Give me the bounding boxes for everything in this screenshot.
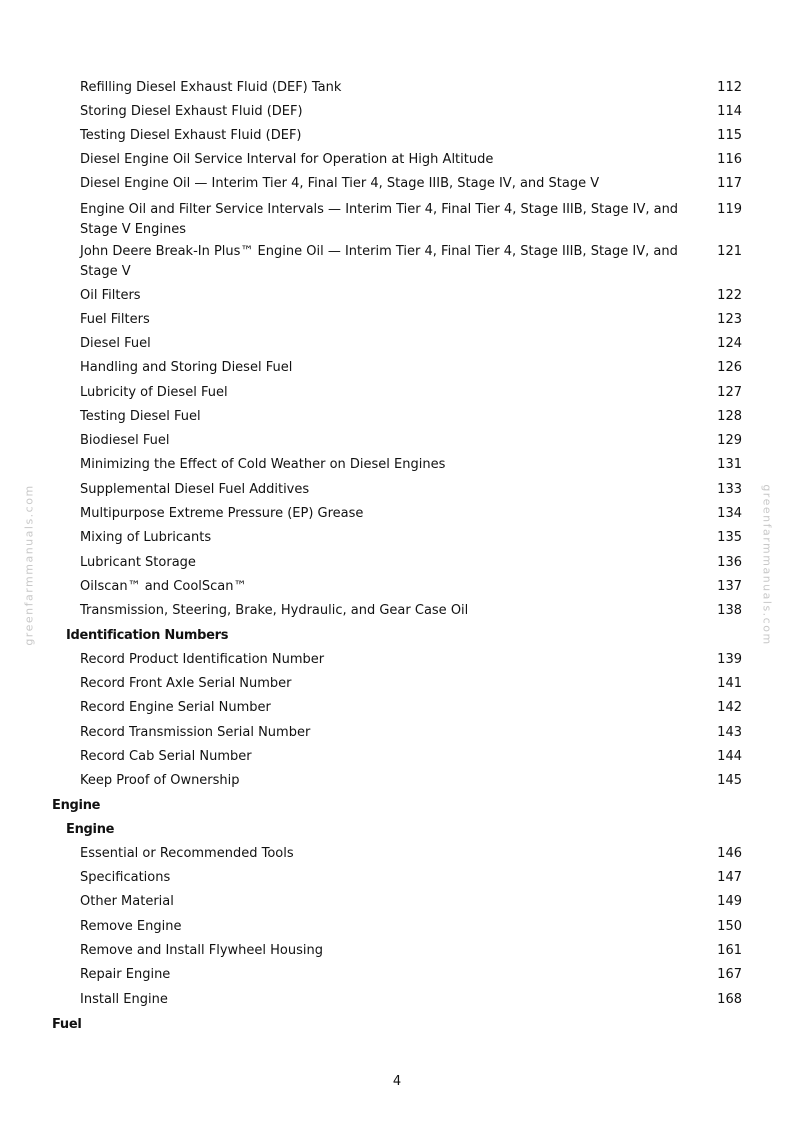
toc-entry-page: 122 xyxy=(717,288,742,303)
toc-entry-title: Identification Numbers xyxy=(66,628,229,643)
toc-entry-title: Biodiesel Fuel xyxy=(80,433,170,448)
toc-entry-page: 145 xyxy=(717,773,742,788)
toc-entry-page: 167 xyxy=(717,967,742,982)
toc-entry-title: Engine Oil and Filter Service Intervals — Interim Tier 4, Final Tier 4, Stage IIIB, Stage IV, and Stage V Engines xyxy=(80,202,679,237)
toc-entry-title: Testing Diesel Exhaust Fluid (DEF) xyxy=(80,128,302,143)
toc-entry-title: Record Product Identification Number xyxy=(80,652,325,667)
page-number: 4 xyxy=(392,1074,402,1089)
toc-entry-title: Diesel Engine Oil Service Interval for Operation at High Altitude xyxy=(80,152,494,167)
toc-entry-page: 112 xyxy=(717,80,742,95)
toc-entry-page: 146 xyxy=(717,846,742,861)
toc-entry-title: Lubricant Storage xyxy=(80,555,196,570)
toc-entry-page: 144 xyxy=(717,749,742,764)
toc-entry-title: Oil Filters xyxy=(80,288,141,303)
toc-entry-page: 117 xyxy=(717,176,742,191)
toc-entry-title: Transmission, Steering, Brake, Hydraulic, and Gear Case Oil xyxy=(80,603,469,618)
toc-entry-title: Specifications xyxy=(80,870,171,885)
toc-entry-title: John Deere Break-In Plus™ Engine Oil — Interim Tier 4, Final Tier 4, Stage IIIB, Stage IV, and Stage V xyxy=(80,244,678,279)
toc-entry-page: 137 xyxy=(717,579,742,594)
toc-entry-title: Install Engine xyxy=(80,992,168,1007)
toc-entry-title: Storing Diesel Exhaust Fluid (DEF) xyxy=(80,104,303,119)
toc-entry-page: 115 xyxy=(717,128,742,143)
toc-entry-page: 141 xyxy=(717,676,742,691)
toc-entry-page: 143 xyxy=(717,725,742,740)
toc-entry-page: 134 xyxy=(717,506,742,521)
toc-entry-page: 129 xyxy=(717,433,742,448)
toc-entry-page: 128 xyxy=(717,409,742,424)
toc-entry-title: Engine xyxy=(52,798,101,813)
toc-entry-title: Diesel Engine Oil — Interim Tier 4, Final Tier 4, Stage IIIB, Stage IV, and Stage V xyxy=(80,176,600,191)
toc-entry-title: Fuel Filters xyxy=(80,312,150,327)
toc-entry-title: Record Cab Serial Number xyxy=(80,749,252,764)
toc-entry-title: Oilscan™ and CoolScan™ xyxy=(80,579,247,594)
toc-entry-page: 135 xyxy=(717,530,742,545)
toc-entry-title: Keep Proof of Ownership xyxy=(80,773,240,788)
toc-entry-title: Handling and Storing Diesel Fuel xyxy=(80,360,293,375)
toc-entry-page: 121 xyxy=(717,244,742,259)
toc-entry-page: 116 xyxy=(717,152,742,167)
toc-entry-title: Remove Engine xyxy=(80,919,182,934)
toc-entry-title: Essential or Recommended Tools xyxy=(80,846,294,861)
watermark-right: greenfarmmanuals.com xyxy=(760,484,774,646)
toc-entry-title: Testing Diesel Fuel xyxy=(80,409,201,424)
toc-entry-title: Record Front Axle Serial Number xyxy=(80,676,292,691)
toc-entry-page: 127 xyxy=(717,385,742,400)
toc-entry-page: 136 xyxy=(717,555,742,570)
toc-entry-title: Mixing of Lubricants xyxy=(80,530,212,545)
toc-entry-title: Fuel xyxy=(52,1017,82,1032)
toc-entry-title: Record Transmission Serial Number xyxy=(80,725,311,740)
toc-entry-page: 124 xyxy=(717,336,742,351)
toc-entry-title: Engine xyxy=(66,822,115,837)
toc-entry-title: Record Engine Serial Number xyxy=(80,700,271,715)
toc-entry-page: 138 xyxy=(717,603,742,618)
toc-entry-title: Repair Engine xyxy=(80,967,171,982)
toc-entry-page: 133 xyxy=(717,482,742,497)
toc-entry-page: 147 xyxy=(717,870,742,885)
toc-entry-title: Remove and Install Flywheel Housing xyxy=(80,943,323,958)
toc-entry-title: Lubricity of Diesel Fuel xyxy=(80,385,228,400)
toc-entry-page: 114 xyxy=(717,104,742,119)
toc-entry-page: 150 xyxy=(717,919,742,934)
toc-entry-page: 119 xyxy=(717,202,742,217)
toc-entry-title: Supplemental Diesel Fuel Additives xyxy=(80,482,310,497)
toc-entry-title: Other Material xyxy=(80,894,174,909)
toc-entry-title: Refilling Diesel Exhaust Fluid (DEF) Tank xyxy=(80,80,342,95)
toc-entry-page: 149 xyxy=(717,894,742,909)
toc-entry-title: Minimizing the Effect of Cold Weather on Diesel Engines xyxy=(80,457,446,472)
toc-entry-page: 123 xyxy=(717,312,742,327)
toc-entry-page: 139 xyxy=(717,652,742,667)
toc-entry-page: 131 xyxy=(717,457,742,472)
toc-entry-page: 168 xyxy=(717,992,742,1007)
toc-entry-page: 142 xyxy=(717,700,742,715)
toc-entry-page: 161 xyxy=(717,943,742,958)
toc-entry-title: Multipurpose Extreme Pressure (EP) Grease xyxy=(80,506,364,521)
toc-entry-title: Diesel Fuel xyxy=(80,336,151,351)
watermark-left: greenfarmmanuals.com xyxy=(22,484,36,646)
toc-entry-page: 126 xyxy=(717,360,742,375)
